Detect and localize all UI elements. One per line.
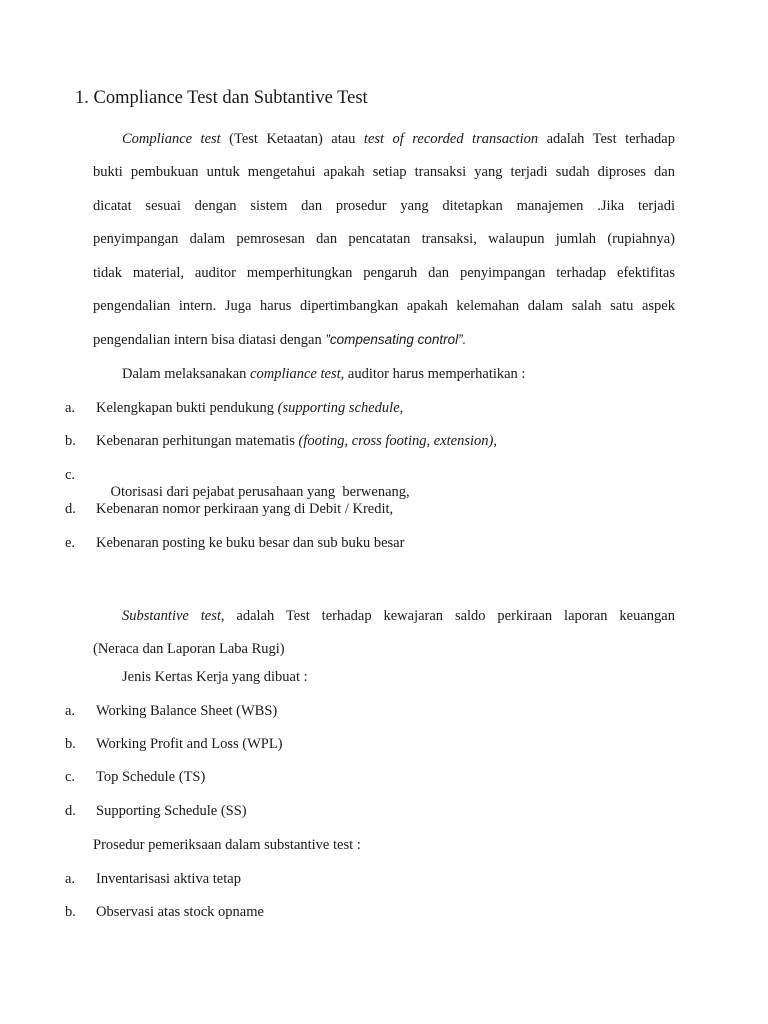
para-line — [93, 156, 675, 189]
para-line — [93, 323, 675, 357]
list-item-text: Kebenaran nomor perkiraan yang di Debit / Kredit, — [96, 501, 394, 517]
list-item: Working Balance Sheet (WBS) — [96, 703, 278, 719]
list-item-italic: (supporting schedule, — [277, 400, 404, 416]
list-item-letter: a. — [65, 871, 76, 887]
list-item-letter: c. — [65, 467, 76, 483]
intro-text: Dalam melaksanakan — [122, 366, 251, 382]
para-line-text: bukti pembukuan untuk mengetahui apakah setiap transaksi yang terjadi sudah diproses dan — [93, 164, 675, 181]
para-line-text: (Test Ketaatan) atau — [220, 131, 364, 147]
list-item-letter: d. — [65, 803, 76, 819]
list-item-italic: (footing, cross footing, extension), — [298, 433, 497, 449]
intro-italic-term: compliance test — [250, 366, 341, 382]
para-line-text: adalah Test terhadap — [538, 131, 675, 147]
list-item: Supporting Schedule (SS) — [96, 803, 247, 819]
list-item — [96, 400, 403, 417]
para-line-text: pengendalian intern bisa diatasi dengan — [93, 332, 326, 349]
compliance-test-paragraph — [93, 123, 675, 358]
intro-text-end: , auditor harus memperhatikan : — [340, 366, 526, 382]
list-item: Inventarisasi aktiva tetap — [96, 871, 241, 887]
section-heading: 1. Compliance Test dan Subtantive Test — [75, 88, 368, 108]
list-item-letter: c. — [65, 769, 76, 785]
para-line — [93, 190, 675, 223]
list-item-letter: b. — [65, 904, 76, 920]
list-item-letter: a. — [65, 703, 76, 719]
para-italic-term: test of recorded transaction — [363, 131, 539, 147]
list-item-letter: a. — [65, 400, 76, 416]
list-item-letter: d. — [65, 501, 76, 517]
para-line-text: dicatat sesuai dengan sistem dan prosedur yang ditetapkan manajemen .Jika terjadi — [93, 197, 675, 214]
para-italic-term: Compliance test — [122, 131, 221, 147]
para-italic-term: ”compensating control”. — [325, 332, 467, 348]
list-item — [96, 535, 404, 552]
para-line — [93, 600, 675, 633]
list-item-text: Kelengkapan bukti pendukung — [96, 400, 278, 416]
worksheet-intro-line: Jenis Kertas Kerja yang dibuat : — [122, 669, 308, 685]
list-item-text: Kebenaran posting ke buku besar dan sub buku besar — [96, 535, 405, 551]
list-item — [96, 501, 393, 518]
para-line-text: pengendalian intern. Juga harus dipertimbangkan apakah kelemahan dalam salah satu aspek — [93, 298, 675, 315]
para-line-text: penyimpangan dalam pemrosesan dan pencatatan transaksi, walaupun jumlah (rupiahnya) — [93, 231, 675, 248]
list-item: Top Schedule (TS) — [96, 769, 206, 785]
para-line — [93, 123, 675, 156]
list-item-letter: b. — [65, 736, 76, 752]
list-item: Working Profit and Loss (WPL) — [96, 736, 283, 752]
para-line — [93, 290, 675, 323]
list-item — [96, 433, 497, 450]
list-item-text: Otorisasi dari pejabat perusahaan yang berwenang, — [110, 484, 410, 500]
para-line: (Neraca dan Laporan Laba Rugi) — [93, 641, 285, 658]
substantive-test-paragraph — [93, 600, 675, 667]
list-item-letter: b. — [65, 433, 76, 449]
para-line — [93, 257, 675, 290]
substantive-italic-term: Substantive test — [122, 608, 221, 624]
para-line-text: tidak material, auditor memperhitungkan pengaruh dan penyimpangan terhadap efektifitas — [93, 264, 675, 281]
list-item-text: Kebenaran perhitungan matematis — [96, 433, 299, 449]
procedure-intro-line: Prosedur pemeriksaan dalam substantive test : — [93, 837, 361, 853]
list-item: Observasi atas stock opname — [96, 904, 264, 920]
para-line — [93, 223, 675, 256]
compliance-intro-line — [122, 366, 525, 383]
list-item-letter: e. — [65, 535, 76, 551]
para-line-text: , adalah Test terhadap kewajaran saldo perkiraan laporan keuangan — [220, 608, 675, 624]
